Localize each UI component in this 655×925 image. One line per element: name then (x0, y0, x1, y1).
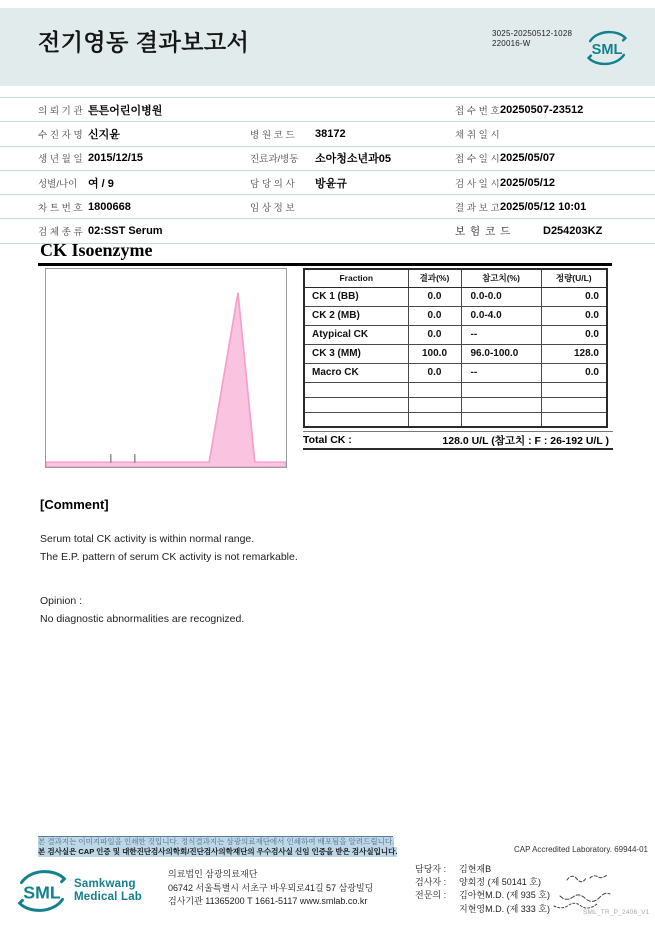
field-label: 담 당 의 사 (250, 178, 295, 190)
reference-cell: 0.0-0.0 (461, 287, 541, 306)
field-value: 02:SST Serum (88, 225, 163, 238)
field-label: 보 험 코 드 (455, 225, 512, 238)
staff-label: 검사자 : (415, 877, 447, 888)
field-value: 1800668 (88, 200, 131, 213)
document-code-2: 220016-W (492, 39, 531, 48)
field-value: 소아청소년과05 (315, 153, 391, 166)
staff-value: 양회정 (제 50141 호) (459, 877, 541, 888)
staff-value: 김아현M.D. (제 935 호) (459, 890, 550, 901)
total-ck-value: 128.0 U/L (참고치 : F : 26-192 U/L ) (442, 434, 609, 447)
comment-line-2: The E.P. pattern of serum CK activity is not remarkable. (40, 551, 298, 563)
fraction-cell (304, 412, 408, 427)
quantity-cell: 0.0 (541, 306, 607, 325)
fraction-cell: Macro CK (304, 363, 408, 382)
field-value: D254203KZ (543, 225, 603, 238)
field-value: 38172 (315, 127, 346, 140)
quantity-cell (541, 382, 607, 397)
sml-logo-icon (14, 866, 70, 916)
reference-cell: 96.0-100.0 (461, 344, 541, 363)
col-header-result: 결과(%) (408, 269, 461, 287)
field-label: 차 트 번 호 (38, 202, 83, 214)
result-cell (408, 412, 461, 427)
staff-label: 담당자 : (415, 864, 447, 874)
company-contact: 검사기관 11365200 T 1661-5117 www.smlab.co.kr (168, 896, 368, 906)
field-label: 결 과 보 고 (455, 202, 500, 214)
field-label: 접 수 일 시 (455, 154, 500, 166)
results-table (303, 268, 608, 428)
reference-cell: 0.0-4.0 (461, 306, 541, 325)
footer-disclaimer (38, 836, 398, 857)
fraction-cell: CK 1 (BB) (304, 287, 408, 306)
cap-accreditation-text: CAP Accredited Laboratory. 69944-01 (513, 845, 648, 854)
result-cell: 100.0 (408, 344, 461, 363)
field-value: 튼튼어린이병원 (88, 104, 163, 117)
field-value: 2015/12/15 (88, 152, 144, 165)
company-info (168, 868, 373, 909)
lab-name-line-2: Medical Lab (74, 891, 143, 903)
field-label: 생 년 월 일 (38, 154, 83, 166)
fraction-cell (304, 397, 408, 412)
total-ck-row (303, 431, 613, 450)
fraction-cell: CK 3 (MM) (304, 344, 408, 363)
comment-heading: [Comment] (40, 497, 109, 512)
patient-row-3 (0, 147, 655, 171)
patient-row-5 (0, 195, 655, 219)
staff-label: 전문의 : (415, 890, 447, 901)
col-header-reference: 참고치(%) (461, 269, 541, 287)
reference-cell (461, 412, 541, 427)
disclaimer-line-1: 본 결과지는 이미지파일을 인쇄한 것입니다. 정식결과지는 삼광의료재단에서 인쇄하여 배포됨을 알려드립니다. (38, 837, 395, 846)
field-label: 접 수 번 호 (455, 105, 500, 117)
field-value: 여 / 9 (88, 177, 114, 190)
opinion-label: Opinion : (40, 595, 83, 607)
reference-cell (461, 382, 541, 397)
field-value: 2025/05/07 (500, 152, 556, 165)
reference-cell: -- (461, 325, 541, 344)
reference-cell: -- (461, 363, 541, 382)
company-address: 06742 서울특별시 서초구 바우뫼로41길 57 삼광빌딩 (168, 882, 374, 893)
section-title-rule (38, 263, 612, 266)
fraction-cell: Atypical CK (304, 325, 408, 344)
table-row (304, 344, 607, 363)
result-cell: 0.0 (408, 363, 461, 382)
field-label: 검 체 종 류 (38, 227, 83, 239)
footer-logo-block (14, 866, 142, 916)
table-row (304, 363, 607, 382)
patient-row-4 (0, 171, 655, 195)
field-label: 의 뢰 기 관 (38, 105, 83, 117)
patient-row-2 (0, 122, 655, 146)
table-row-empty (304, 382, 607, 397)
report-title: 전기영동 결과보고서 (38, 29, 250, 55)
result-cell: 0.0 (408, 306, 461, 325)
field-value: 2025/05/12 (500, 176, 556, 189)
field-value: 방윤규 (315, 177, 347, 190)
table-row-empty (304, 412, 607, 427)
table-row (304, 287, 607, 306)
lab-name-line-1: Samkwang (74, 878, 136, 890)
field-label: 검 사 일 시 (455, 178, 500, 190)
svg-text:SML: SML (23, 882, 61, 903)
company-name: 의료법인 삼광의료재단 (168, 869, 258, 879)
total-ck-label: Total CK : (303, 434, 352, 446)
result-cell: 0.0 (408, 287, 461, 306)
table-row-empty (304, 397, 607, 412)
opinion-text: No diagnostic abnormalities are recognized. (40, 613, 245, 625)
fraction-cell: CK 2 (MB) (304, 306, 408, 325)
sml-logo-text: SML (591, 42, 623, 59)
col-header-fraction: Fraction (304, 269, 408, 287)
field-label: 성별/나이 (38, 178, 78, 190)
quantity-cell: 0.0 (541, 325, 607, 344)
col-header-quantity: 정량(U/L) (541, 269, 607, 287)
comment-line-1: Serum total CK activity is within normal range. (40, 533, 255, 545)
quantity-cell: 128.0 (541, 344, 607, 363)
patient-info-grid (0, 97, 655, 244)
quantity-cell (541, 397, 607, 412)
fraction-cell (304, 382, 408, 397)
field-value: 20250507-23512 (500, 103, 584, 116)
results-header-row (304, 269, 607, 287)
quantity-cell (541, 412, 607, 427)
staff-value: 지현영M.D. (제 333 호) (459, 903, 550, 914)
field-label: 진료과/병동 (250, 154, 299, 166)
field-label: 수 진 자 명 (38, 129, 83, 141)
patient-row-1 (0, 98, 655, 122)
document-codes (492, 29, 572, 49)
table-row (304, 306, 607, 325)
section-title: CK Isoenzyme (40, 240, 153, 260)
field-label: 병 원 코 드 (250, 129, 295, 141)
result-cell: 0.0 (408, 325, 461, 344)
ck-electrophoresis-trace (45, 268, 287, 468)
signature-scribbles (512, 868, 642, 914)
field-label: 채 취 일 시 (455, 129, 500, 141)
staff-value: 김현재B (459, 864, 492, 874)
document-code-1: 3025-20250512-1028 (492, 29, 573, 38)
disclaimer-line-2: 본 검사실은 CAP 인증 및 대한진단검사의학회/진단검사의학재단의 우수검사실 신임 인증을 받은 검사실입니다. (38, 847, 398, 856)
field-label: 임 상 정 보 (250, 202, 295, 214)
sml-logo-icon (584, 27, 630, 69)
result-cell (408, 382, 461, 397)
quantity-cell: 0.0 (541, 287, 607, 306)
quantity-cell: 0.0 (541, 363, 607, 382)
lab-name (74, 878, 142, 904)
table-row (304, 325, 607, 344)
form-version-code: SML_TR_P_2406_V1 (583, 909, 650, 916)
field-value: 신지윤 (88, 128, 120, 141)
ck-trace-plot (46, 269, 286, 467)
field-value: 2025/05/12 10:01 (500, 200, 587, 213)
reference-cell (461, 397, 541, 412)
result-cell (408, 397, 461, 412)
